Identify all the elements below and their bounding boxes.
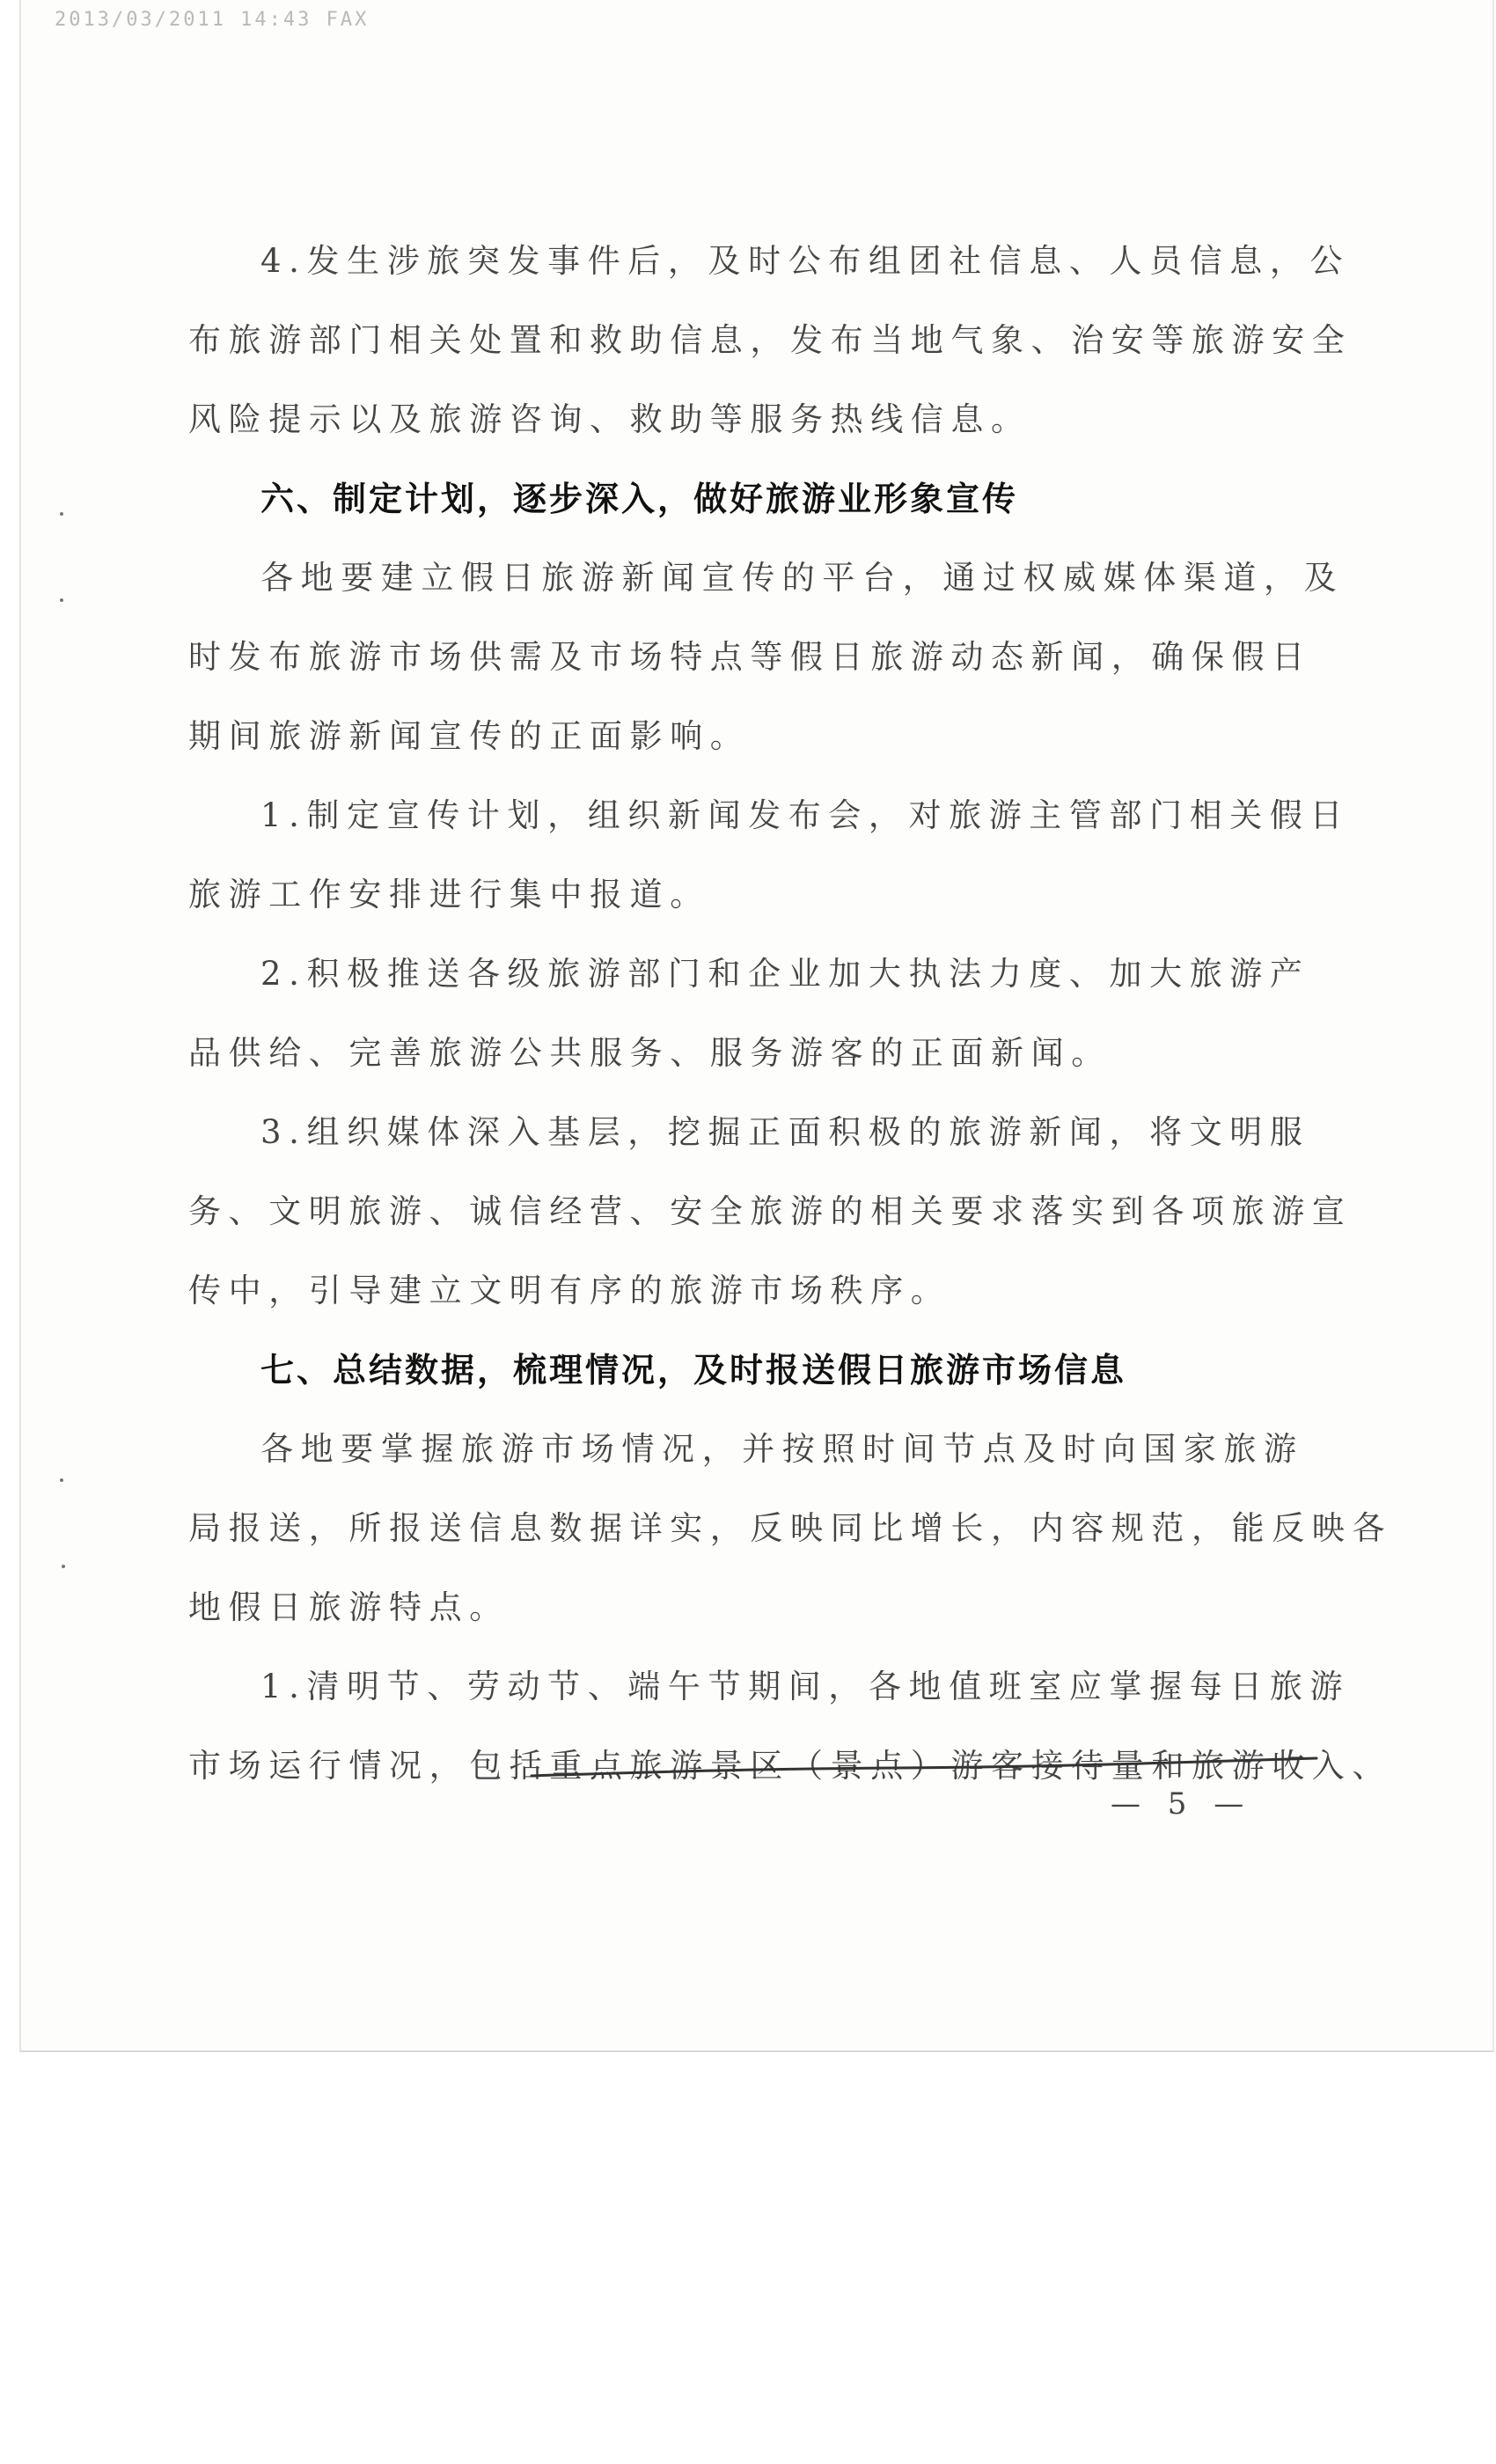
page-number: — 5 — <box>1111 1786 1253 1822</box>
scan-speck <box>60 1478 63 1482</box>
paragraph-line: 风险提示以及旅游咨询、救助等服务热线信息。 <box>188 400 1031 438</box>
scan-speck <box>60 512 63 516</box>
paragraph-line: 各地要建立假日旅游新闻宣传的平台，通过权威媒体渠道，及 <box>260 559 1345 597</box>
paragraph-line: 布旅游部门相关处置和救助信息，发布当地气象、治安等旅游安全 <box>188 321 1353 359</box>
fax-header: 2013/03/2011 14:43 FAX <box>55 9 370 31</box>
paragraph-line: 时发布旅游市场供需及市场特点等假日旅游动态新闻，确保假日 <box>188 638 1312 676</box>
paragraph-line: 局报送，所报送信息数据详实，反映同比增长，内容规范，能反映各 <box>188 1509 1392 1547</box>
paragraph-line: 3.组织媒体深入基层，挖掘正面积极的旅游新闻，将文明服 <box>260 1113 1310 1151</box>
paragraph-line: 地假日旅游特点。 <box>188 1588 510 1626</box>
section-heading: 六、制定计划，逐步深入，做好旅游业形象宣传 <box>260 480 1019 518</box>
paragraph-line: 1.清明节、劳动节、端午节期间，各地值班室应掌握每日旅游 <box>260 1668 1351 1705</box>
scan-speck <box>62 1565 65 1568</box>
section-heading: 七、总结数据，梳理情况，及时报送假日旅游市场信息 <box>260 1351 1127 1390</box>
paragraph-line: 旅游工作安排进行集中报道。 <box>188 876 710 913</box>
handwritten-underline <box>528 1756 1320 1783</box>
paragraph-line: 务、文明旅游、诚信经营、安全旅游的相关要求落实到各项旅游宣 <box>188 1192 1353 1230</box>
paragraph-line: 4.发生涉旅突发事件后，及时公布组团社信息、人员信息，公 <box>260 242 1351 280</box>
scan-speck <box>60 598 63 602</box>
paragraph-line: 2.积极推送各级旅游部门和企业加大执法力度、加大旅游产 <box>260 955 1310 993</box>
paragraph-line: 各地要掌握旅游市场情况，并按照时间节点及时向国家旅游 <box>260 1430 1304 1468</box>
paragraph-line: 品供给、完善旅游公共服务、服务游客的正面新闻。 <box>188 1034 1111 1072</box>
paragraph-line: 传中，引导建立文明有序的旅游市场秩序。 <box>188 1272 951 1309</box>
paragraph-line: 1.制定宣传计划，组织新闻发布会，对旅游主管部门相关假日 <box>260 796 1351 834</box>
scanned-page <box>19 0 1494 2052</box>
paragraph-line: 期间旅游新闻宣传的正面影响。 <box>188 717 751 755</box>
paragraph-line: 市场运行情况，包括重点旅游景区（景点）游客接待量和旅游收入、 <box>188 1747 1392 1785</box>
